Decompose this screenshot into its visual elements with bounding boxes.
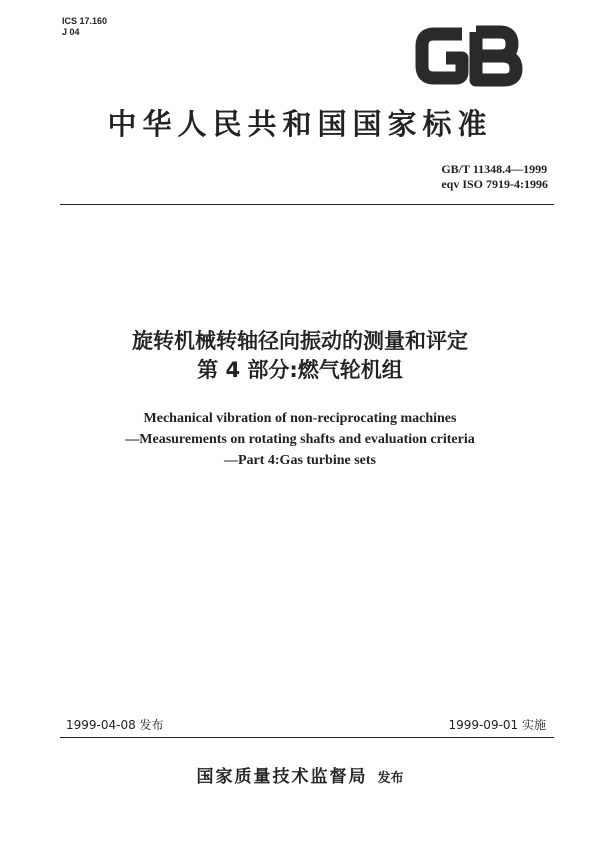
english-title-line-3: —Part 4:Gas turbine sets (223, 453, 377, 468)
iso-equivalent: eqv ISO 7919-4:1996 (441, 177, 548, 191)
ccs-code: J 04 (62, 27, 80, 37)
gb-logo-text: GB (412, 22, 414, 23)
standard-number-block (441, 162, 548, 192)
publisher-action: 发布 (377, 771, 404, 786)
publisher (0, 762, 600, 787)
english-title-line-1: Mechanical vibration of non-reciprocating machines (143, 411, 457, 426)
english-title-line-2: —Measurements on rotating shafts and evaluation criteria (125, 432, 475, 447)
implementation-date: 1999-09-01 实施 (448, 718, 546, 732)
chinese-title-line-2: 第 4 部分:燃气轮机组 (197, 358, 403, 382)
national-standard-heading: 中华人民共和国国家标准 (107, 107, 493, 141)
header-divider (60, 204, 554, 205)
chinese-title-line-1: 旋转机械转轴径向振动的测量和评定 (132, 329, 468, 353)
english-title (0, 408, 600, 471)
classification-codes (62, 16, 107, 38)
publisher-org: 国家质量技术监督局 (196, 767, 368, 787)
gb-logo (412, 22, 528, 90)
ics-code: ICS 17.160 (62, 16, 108, 26)
footer-divider (60, 737, 554, 738)
issue-date: 1999-04-08 发布 (66, 718, 164, 732)
standard-number: GB/T 11348.4—1999 (441, 162, 548, 176)
